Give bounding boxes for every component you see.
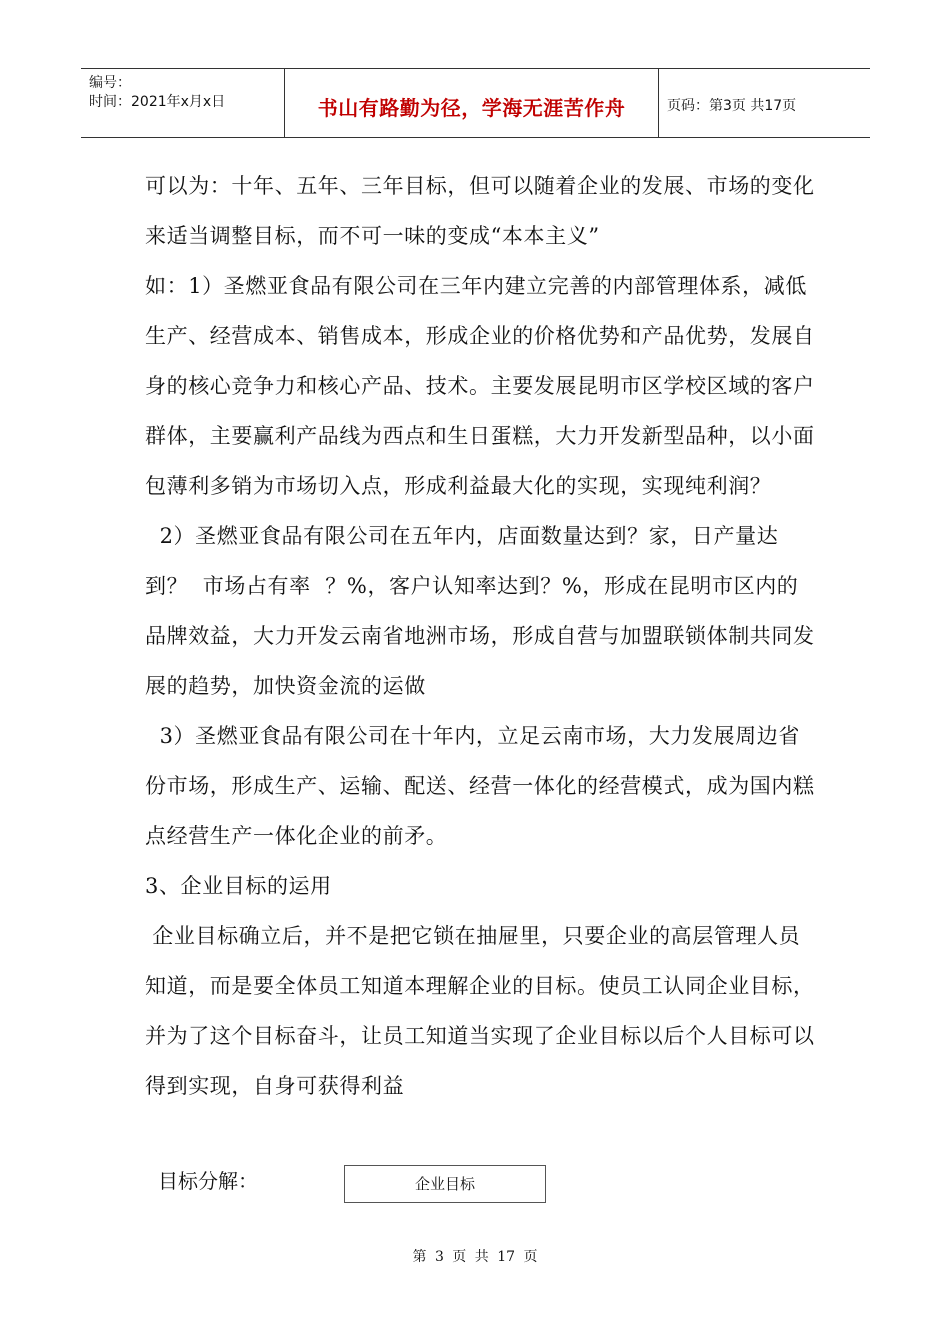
header-meta-cell xyxy=(81,69,284,137)
goal-box: 企业目标 xyxy=(344,1165,546,1203)
decomposition-label: 目标分解： xyxy=(158,1169,258,1193)
header-motto-cell xyxy=(284,69,659,137)
paragraph: 2）圣燃亚食品有限公司在五年内，店面数量达到？家，日产量达到？ 市场占有率 ？%，客户认知率达到？%，形成在昆明市区内的品牌效益，大力开发云南省地洲市场，形成自营与加盟联锁体制共同发展的趋势，加快资金流的运做 xyxy=(145,524,815,698)
header-page-cell xyxy=(658,69,870,137)
section-heading: 3、企业目标的运用 xyxy=(145,874,332,898)
motto: 书山有路勤为径，学海无涯苦作舟 xyxy=(317,96,626,120)
paragraph: 如：1）圣燃亚食品有限公司在三年内建立完善的内部管理体系，减低生产、经营成本、销售成本，形成企业的价格优势和产品优势，发展自身的核心竞争力和核心产品、技术。主要发展昆明市区学校区域的客户群体，主要赢利产品线为西点和生日蛋糕，大力开发新型品种，以小面包薄利多销为市场切入点，形成利益最大化的实现，实现纯利润？ xyxy=(145,274,815,498)
paragraph: 3）圣燃亚食品有限公司在十年内，立足云南市场，大力发展周边省份市场，形成生产、运输、配送、经营一体化的经营模式，成为国内糕点经营生产一体化企业的前矛。 xyxy=(145,724,815,848)
page-footer: 第 3 页 共 17 页 xyxy=(412,1249,538,1265)
page-info: 页码：第3页 共17页 xyxy=(667,98,797,114)
paragraph: 可以为：十年、五年、三年目标，但可以随着企业的发展、市场的变化来适当调整目标，而不可一味的变成“本本主义” xyxy=(145,174,815,248)
number-label: 编号： xyxy=(89,75,131,91)
time-label: 时间：2021年x月x日 xyxy=(89,94,226,110)
paragraph: 企业目标确立后，并不是把它锁在抽屉里，只要企业的高层管理人员知道，而是要全体员工知道本理解企业的目标。使员工认同企业目标，并为了这个目标奋斗，让员工知道当实现了企业目标以后个人目标可以得到实现，自身可获得利益 xyxy=(145,924,815,1098)
document-body xyxy=(145,161,815,1111)
document-header xyxy=(81,68,870,138)
